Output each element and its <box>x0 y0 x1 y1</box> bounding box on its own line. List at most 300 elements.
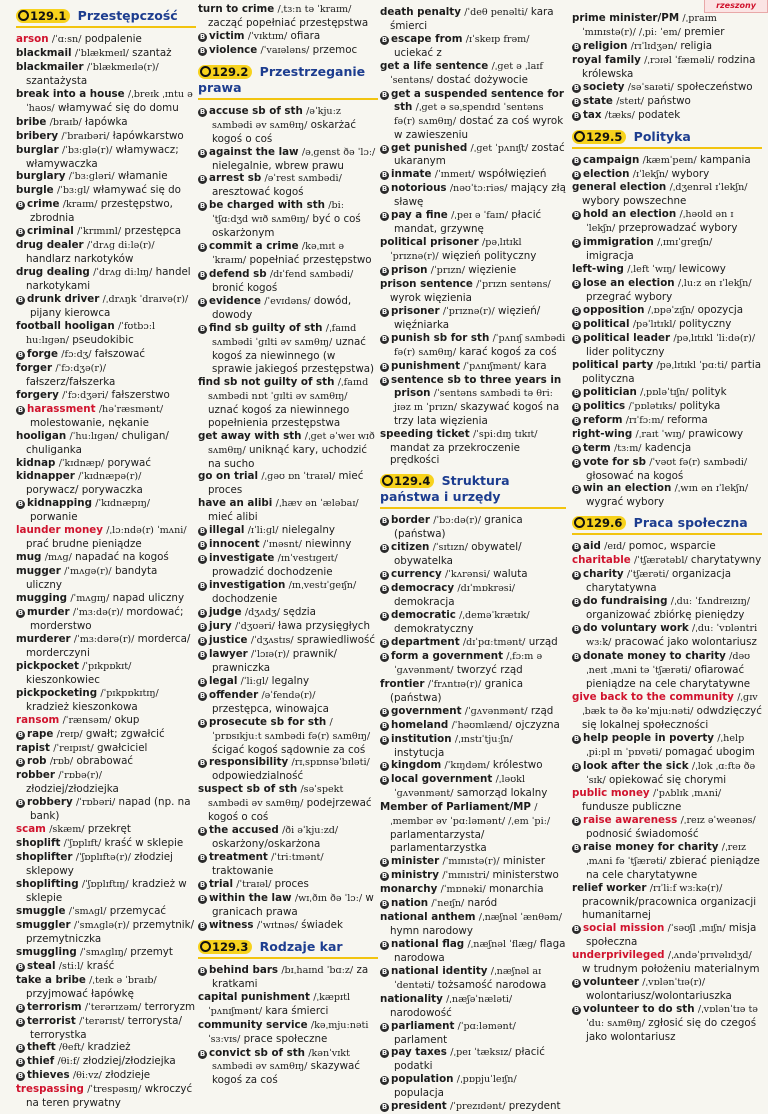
level-marker-icon: B <box>381 940 388 949</box>
level-marker-icon: B <box>573 239 580 248</box>
dictionary-entry <box>16 198 196 225</box>
translation: ministerstwo <box>492 869 559 882</box>
dictionary-entry <box>572 442 762 456</box>
dictionary-entry <box>572 554 762 568</box>
level-marker-icon: B <box>199 271 206 280</box>
pronunciation: /əˌɡenst ðə ˈlɔː/ <box>301 146 376 158</box>
translation: tworzyć rząd <box>456 663 523 676</box>
level-marker-icon: B <box>381 611 388 620</box>
dictionary-entry <box>380 568 566 582</box>
level-marker-icon: B <box>381 585 388 594</box>
dictionary-entry <box>16 389 196 403</box>
pronunciation: /ˈblækmeɪlə(r)/ <box>86 61 159 73</box>
pronunciation: /braɪb/ <box>49 116 82 128</box>
dictionary-entry <box>198 268 378 295</box>
translation: partia polityczna <box>582 358 762 385</box>
translation: w granicach prawa <box>212 892 374 918</box>
headword: football hooligan <box>16 319 115 332</box>
dictionary-entry <box>380 938 566 965</box>
dictionary-entry <box>572 318 762 332</box>
translation: polityk <box>691 385 727 398</box>
translation: morderca/ morderczyni <box>26 632 191 659</box>
pronunciation: /ˈblækmeɪl/ <box>74 47 129 59</box>
dictionary-entry <box>16 470 196 497</box>
translation: łapówka <box>85 115 128 128</box>
translation: przemytnik/ przemytniczka <box>26 918 195 945</box>
level-marker-icon: B <box>199 650 206 659</box>
level-marker-icon: B <box>573 83 580 92</box>
headword: responsibility <box>209 756 289 769</box>
dictionary-entry <box>16 293 196 320</box>
section-number: 129.6 <box>572 516 626 530</box>
dictionary-entry <box>198 675 378 689</box>
dictionary-entry <box>16 403 196 430</box>
pronunciation: /ˈtʃærəti/ <box>626 569 669 581</box>
level-marker-icon: B <box>381 1103 388 1112</box>
pronunciation: /ˈkɪdnæpɪŋ/ <box>95 498 150 510</box>
dictionary-entry <box>198 497 378 524</box>
dictionary-entry <box>380 278 566 305</box>
level-marker-icon: B <box>17 962 24 971</box>
level-marker-icon: B <box>573 598 580 607</box>
section-title: Rodzaje kar <box>259 938 343 954</box>
dictionary-entry <box>16 266 196 293</box>
level-marker-icon: B <box>199 527 206 536</box>
translation: samorząd lokalny <box>456 787 548 800</box>
dictionary-entry <box>16 33 196 47</box>
pronunciation: /əˈkjuːz sʌmbədi əv sʌmθɪŋ/ <box>212 105 341 131</box>
pronunciation: /ˈmɒnəki/ <box>440 884 486 896</box>
pronunciation: /rɪˈfɔːm/ <box>625 414 664 426</box>
translation: gwałciciel <box>96 741 148 754</box>
pronunciation: /ˈsmʌɡlɪŋ/ <box>79 946 127 958</box>
dictionary-entry <box>380 965 566 993</box>
level-marker-icon: B <box>381 721 388 730</box>
section-header-129-5 <box>572 129 762 149</box>
dictionary-entry <box>572 691 762 732</box>
column-3 <box>380 6 566 1114</box>
pronunciation: /ˌreɪz əˈweənəs/ <box>680 815 756 827</box>
level-marker-icon: B <box>199 32 206 41</box>
pronunciation: /ˌhəʊld ən ɪˈlekʃn/ <box>586 209 734 235</box>
translation: pracować jako wolontariusz <box>614 635 757 648</box>
level-marker-icon: B <box>573 307 580 316</box>
translation: lider polityczny <box>586 345 665 358</box>
dictionary-entry <box>16 565 196 592</box>
headword: department <box>391 635 460 648</box>
level-marker-icon: B <box>381 735 388 744</box>
dictionary-entry <box>572 595 762 622</box>
pronunciation: /rɪˌspɒnsəˈbɪləti/ <box>291 757 370 769</box>
level-marker-icon: B <box>199 718 206 727</box>
translation: dowód, dowody <box>212 295 352 322</box>
level-marker-icon: B <box>573 111 580 120</box>
dictionary-entry <box>380 264 566 278</box>
dictionary-entry <box>198 1047 378 1088</box>
headword: punishment <box>391 359 460 372</box>
headword: steal <box>27 959 56 972</box>
translation: porywacz/ porywaczka <box>26 484 143 497</box>
translation: napad (np. na bank) <box>30 796 191 823</box>
headword: pay taxes <box>391 1046 447 1059</box>
headword: pickpocketing <box>16 686 98 699</box>
headword: notorious <box>391 182 447 195</box>
dictionary-entry <box>16 687 196 714</box>
headword: campaign <box>583 153 640 166</box>
headword: legal <box>209 674 238 687</box>
level-marker-icon: B <box>17 1017 24 1026</box>
translation: instytucja <box>394 746 445 759</box>
pronunciation: /ˌɪmɪˈɡreɪʃn/ <box>657 237 713 249</box>
level-marker-icon: B <box>573 925 580 933</box>
pronunciation: /ˈdeθ penəlti/ <box>464 7 528 18</box>
translation: narodowość <box>390 1006 452 1019</box>
dictionary-entry <box>198 991 378 1019</box>
headword: raise awareness <box>583 814 678 827</box>
headword: citizen <box>391 541 430 554</box>
translation: kraść w sklepie <box>104 837 184 850</box>
pronunciation: /dɪˈfend sʌmbədi/ <box>269 269 354 281</box>
headword: political leader <box>583 331 671 344</box>
dictionary-entry <box>380 514 566 541</box>
translation: podejrzewać kogoś o coś <box>208 797 372 824</box>
level-marker-icon: B <box>199 608 206 617</box>
translation: sędzia <box>283 605 316 618</box>
dictionary-entry <box>572 456 762 483</box>
level-marker-icon: B <box>199 636 206 645</box>
pronunciation: /rɪˈlɪdʒən/ <box>630 40 678 52</box>
pronunciation: /ˈevɪdəns/ <box>264 296 311 308</box>
translation: dochodzenie <box>212 593 278 606</box>
translation: kara <box>523 359 547 372</box>
translation: włamanie <box>117 170 168 183</box>
translation: w trudnym położeniu materialnym <box>582 962 760 975</box>
translation: obywatel/ obywatelka <box>394 541 522 568</box>
translation: zgłosić się do czegoś jako wolontariusz <box>586 1016 757 1043</box>
translation: świadek <box>301 918 343 931</box>
translation: wolontariusz/wolontariuszka <box>586 989 732 1002</box>
headword: kidnapper <box>16 470 75 483</box>
level-marker-icon: B <box>381 707 388 716</box>
translation: wygrać wybory <box>586 496 665 509</box>
dictionary-entry <box>572 482 762 509</box>
pronunciation: /ˈmɪnɪstri/ <box>442 870 490 882</box>
translation: porywać <box>107 456 151 469</box>
pronunciation: /ˌhelp ˌpiːpl ɪn ˈpɒvəti/ <box>586 732 745 758</box>
level-marker-icon: B <box>199 555 206 564</box>
translation: rodzina królewska <box>582 53 756 80</box>
headword: pay a fine <box>391 209 448 222</box>
level-marker-icon: B <box>381 1049 388 1058</box>
entry-list <box>572 154 762 510</box>
level-marker-icon: B <box>17 758 24 767</box>
headword: treatment <box>209 851 268 864</box>
translation: skazywać kogoś na trzy lata więzienia <box>394 400 560 427</box>
translation: przemycać <box>109 904 167 917</box>
translation: ofiarować pieniądze na cele charytatywne <box>586 663 751 690</box>
level-marker-icon: B <box>381 858 388 867</box>
translation: przemoc <box>312 43 358 56</box>
headword: arson <box>16 32 49 45</box>
section-header-129-1 <box>16 8 196 28</box>
translation: bandyta uliczny <box>26 565 158 592</box>
pronunciation: /ˈbɔːdə(r)/ <box>433 515 481 527</box>
pronunciation: /ˌluːz ən ɪˈlekʃn/ <box>677 278 752 290</box>
headword: national identity <box>391 964 488 977</box>
translation: kieszonkowiec <box>26 673 100 686</box>
entry-list <box>16 33 196 1110</box>
dictionary-entry <box>380 636 566 650</box>
headword: political <box>583 318 630 331</box>
level-marker-icon: B <box>573 97 580 106</box>
headword: burglar <box>16 143 59 156</box>
pronunciation: /eɪd/ <box>604 541 626 553</box>
translation: fałszerz/fałszerka <box>26 375 116 388</box>
pronunciation: /ˈmʌɡə(r)/ <box>64 566 112 578</box>
translation: przekręt <box>87 823 131 836</box>
headword: smuggle <box>16 904 66 917</box>
translation: opozycja <box>697 304 744 317</box>
dictionary-entry <box>380 650 566 678</box>
pronunciation: /ˈpɪkpɒkɪtɪŋ/ <box>100 687 159 699</box>
level-marker-icon: B <box>381 307 388 316</box>
translation: złodziej/złodziejka <box>82 1055 176 1068</box>
translation: parlamentarzysta/ parlamentarzystka <box>390 829 487 855</box>
headword: politics <box>583 399 626 412</box>
dictionary-entry <box>198 919 378 933</box>
level-marker-icon: B <box>381 212 388 221</box>
level-marker-icon: B <box>199 1049 206 1058</box>
headword: burglary <box>16 170 66 183</box>
headword: parliament <box>391 1019 455 1032</box>
translation: rząd <box>530 704 554 717</box>
pronunciation: /pəˌlɪtɪkl ˈliːdə(r)/ <box>673 332 756 344</box>
pronunciation: /ˈlɔɪə(r)/ <box>251 648 290 660</box>
translation: gwałt; zgwałcić <box>85 727 165 740</box>
translation: przemyt <box>130 945 173 958</box>
translation: wkroczyć na teren prywatny <box>26 1083 193 1110</box>
dictionary-entry <box>198 824 378 851</box>
translation: przestępca, winowajca <box>212 702 329 715</box>
translation: szantażysta <box>26 74 88 87</box>
translation: minister <box>502 855 546 868</box>
dictionary-entry <box>380 897 566 911</box>
dictionary-entry <box>198 30 378 44</box>
dictionary-entry <box>380 733 566 760</box>
dictionary-entry <box>198 199 378 240</box>
level-marker-icon: B <box>381 334 388 343</box>
dictionary-entry <box>16 551 196 565</box>
dictionary-entry <box>16 47 196 61</box>
headword: convict sb of sth <box>209 1046 305 1059</box>
pronunciation: /ˌnæʃəˈnæləti/ <box>446 993 513 1005</box>
headword: against the law <box>209 145 299 158</box>
translation: mający złą sławę <box>394 182 566 209</box>
pronunciation: /ˈneɪʃn/ <box>431 898 465 909</box>
headword: death penalty <box>380 6 461 18</box>
dictionary-entry <box>16 974 196 1001</box>
pronunciation: /ɪˈlekʃn/ <box>632 168 669 180</box>
headword: murder <box>27 605 70 618</box>
translation: złodzieje <box>105 1069 151 1082</box>
headword: behind bars <box>209 963 279 976</box>
dictionary-entry <box>380 911 566 938</box>
headword: investigation <box>209 579 286 592</box>
translation: fałszować <box>94 347 146 360</box>
dictionary-entry <box>572 109 762 123</box>
translation: pomagać ubogim <box>665 745 755 758</box>
translation: zbierać pieniądze na cele charytatywne <box>586 855 760 882</box>
dictionary-entry <box>198 756 378 783</box>
translation: porwanie <box>30 511 78 524</box>
pronunciation: /ˈsɪtɪzn/ <box>432 542 468 554</box>
dictionary-entry <box>198 105 378 146</box>
translation: handlarz narkotyków <box>26 253 134 266</box>
pronunciation: /ˌpɒləˈtɪʃn/ <box>640 386 689 398</box>
headword: political party <box>572 358 654 371</box>
pronunciation: /ˌlɔːndə(r) ˈmʌni/ <box>106 525 187 537</box>
translation: szantaż <box>132 46 172 59</box>
column-2 <box>198 3 378 1087</box>
level-marker-icon: B <box>199 895 206 903</box>
level-marker-icon: B <box>573 571 580 580</box>
pronunciation: /ˈwɪtnəs/ <box>256 919 298 931</box>
dictionary-entry <box>16 1001 196 1015</box>
translation: granica (państwa) <box>394 514 523 541</box>
headword: judge <box>209 605 242 618</box>
section-header-129-6 <box>572 515 762 535</box>
translation: tożsamość narodowa <box>437 978 547 991</box>
pronunciation: /ˌpeɪ ˈtæksɪz/ <box>450 1047 512 1059</box>
pronunciation: /pəˌlɪtɪkl ˈpɑːti/ <box>656 359 728 371</box>
translation: terroryzm <box>144 1000 196 1013</box>
pronunciation: /ˌteɪk ə ˈbraɪb/ <box>89 974 157 986</box>
dictionary-entry <box>16 184 196 198</box>
level-marker-icon: B <box>573 388 580 397</box>
translation: mieć proces <box>208 470 364 497</box>
dictionary-entry <box>16 919 196 946</box>
translation: uznać kogoś za niewinnego popełnienia przestępstwa <box>208 403 350 429</box>
headword: trial <box>209 878 234 891</box>
pronunciation: /ˌduː ˈvɒləntri wɜːk/ <box>586 623 758 648</box>
dictionary-entry <box>198 552 378 579</box>
entry-list <box>198 105 378 933</box>
level-marker-icon: B <box>381 90 388 99</box>
pronunciation: /ˌfaɪnd sʌmbədi nɒt ˈɡɪlti əv sʌmθɪŋ/ <box>208 376 369 402</box>
headword: terrorist <box>27 1014 76 1027</box>
section-header-129-4 <box>380 473 566 509</box>
dictionary-entry <box>572 841 762 882</box>
dictionary-entry <box>198 430 378 471</box>
level-marker-icon: B <box>199 107 206 116</box>
pronunciation: /ˈprɪzn/ <box>430 265 465 277</box>
pronunciation: /səˈsaɪəti/ <box>627 81 674 93</box>
level-marker-icon: B <box>573 817 580 826</box>
headword: help people in poverty <box>583 731 714 744</box>
headword: win an election <box>583 482 672 495</box>
headword: ministry <box>391 869 439 882</box>
dictionary-entry <box>380 182 566 209</box>
section-title: Praca społeczna <box>633 515 748 531</box>
entry-list <box>380 6 566 467</box>
pronunciation: /ˌnæʃnəl aɪˈdentəti/ <box>394 965 542 991</box>
dictionary-entry <box>572 882 762 922</box>
translation: ofiara <box>290 29 321 42</box>
dictionary-entry <box>572 386 762 400</box>
level-marker-icon: B <box>199 921 206 930</box>
pronunciation: /ˈpɪkpɒkɪt/ <box>82 660 132 672</box>
level-marker-icon: B <box>199 46 206 55</box>
headword: charity <box>583 568 624 581</box>
level-marker-icon: B <box>381 376 388 385</box>
dictionary-entry <box>16 592 196 606</box>
dictionary-entry <box>572 540 762 554</box>
translation: chuligan/ chuliganka <box>26 429 169 456</box>
headword: arrest sb <box>209 172 262 185</box>
level-marker-icon: B <box>17 350 24 359</box>
translation: polityka <box>679 399 721 412</box>
translation: płacić podatki <box>394 1046 545 1073</box>
dictionary-entry <box>572 236 762 263</box>
level-marker-icon: B <box>199 582 206 591</box>
column-1 <box>16 2 196 1110</box>
translation: prać brudne pieniądze <box>26 538 142 551</box>
pronunciation: /fɔːdʒ/ <box>61 348 92 360</box>
level-marker-icon: B <box>17 1072 24 1081</box>
level-marker-icon: B <box>573 543 580 552</box>
headword: frontier <box>380 677 425 690</box>
headword: find sb not guilty of sth <box>198 375 335 388</box>
pronunciation: /ˌvɒlənˈtɪə(r)/ <box>642 976 706 988</box>
level-marker-icon: B <box>573 170 580 179</box>
dictionary-entry <box>198 620 378 634</box>
headword: nation <box>391 897 429 909</box>
headword: aid <box>583 540 601 553</box>
pronunciation: /kəˌmjuːnəti ˈsɜːvɪs/ <box>208 1019 369 1045</box>
translation: religia <box>680 39 713 52</box>
translation: fundusze publiczne <box>582 801 682 814</box>
translation: napad uliczny <box>112 592 185 605</box>
pronunciation: /ˈpʌnɪʃmənt/ <box>463 360 521 372</box>
headword: kidnap <box>16 456 56 469</box>
headword: smuggler <box>16 918 71 931</box>
pronunciation: /ˈterərɪzəm/ <box>84 1001 142 1013</box>
headword: thieves <box>27 1069 70 1082</box>
dictionary-entry <box>380 678 566 705</box>
headword: volunteer <box>583 975 639 988</box>
headword: form a government <box>391 649 503 662</box>
headword: find sb guilty of sth <box>209 321 323 334</box>
headword: thief <box>27 1055 55 1068</box>
dictionary-entry <box>572 54 762 81</box>
level-marker-icon: B <box>573 844 580 853</box>
translation: podnosić świadomość <box>586 828 699 841</box>
dictionary-entry <box>572 922 762 949</box>
translation: pracownik/pracownica organizacji humanitarnej <box>582 896 757 922</box>
pronunciation: /tæks/ <box>604 109 635 121</box>
pronunciation: /ˈbraɪbəri/ <box>61 130 110 142</box>
translation: płacić mandat, grzywnę <box>394 209 542 236</box>
translation: więzień polityczny <box>441 250 537 263</box>
pronunciation: /ˈfɔːdʒəri/ <box>62 389 109 401</box>
column-4 <box>572 12 762 1044</box>
headword: democracy <box>391 582 455 595</box>
headword: burgle <box>16 184 54 197</box>
headword: pickpocket <box>16 659 79 672</box>
level-marker-icon: B <box>199 622 206 631</box>
translation: przestępstwo, zbrodnia <box>30 198 173 225</box>
headword: underprivileged <box>572 948 665 961</box>
